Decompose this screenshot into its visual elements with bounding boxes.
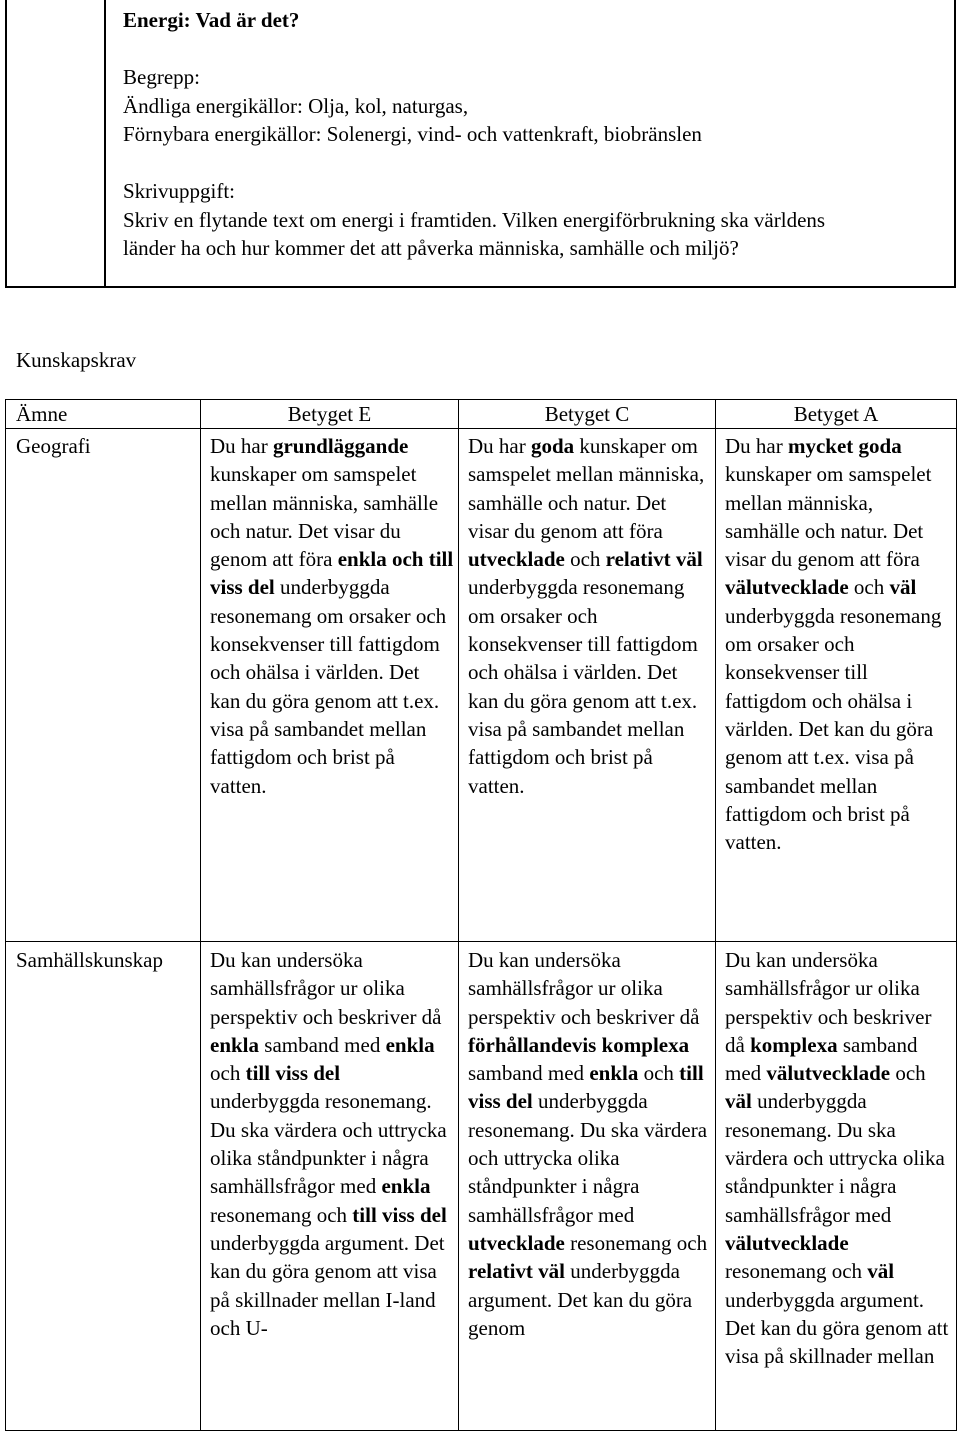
emphasis-text: enkla [385, 1032, 435, 1057]
assignment-content [123, 6, 953, 263]
geografi-grade-c [459, 429, 716, 942]
column-header-grade-a: Betyget A [716, 400, 957, 429]
criteria-text: kunskaper om samspelet mellan människa, samhälle och natur. Det visar du genom att föra [468, 434, 705, 543]
criteria-text: underbyggda resonemang. Du ska värdera och uttrycka olika ståndpunkter i några samhällsfrågor med [468, 1089, 708, 1227]
renewable-energy-sources: Förnybara energikällor: Solenergi, vind- och vattenkraft, biobränslen [123, 122, 702, 146]
task-text-line-2: länder ha och hur kommer det att påverka människa, samhälle och miljö? [123, 236, 739, 260]
subject-geografi: Geografi [6, 429, 201, 942]
criteria-text: Du har [725, 434, 788, 458]
emphasis-text: utvecklade [468, 547, 565, 572]
samhallskunskap-grade-a [716, 942, 957, 1431]
criteria-text: kunskaper om samspelet mellan människa, samhälle och natur. Det visar du genom att föra [725, 462, 932, 572]
criteria-text: Du har [210, 434, 273, 458]
criteria-text: underbyggda argument. Det kan du göra genom [468, 1259, 693, 1340]
emphasis-text: förhållandevis komplexa [468, 1032, 690, 1057]
emphasis-text: goda [530, 434, 575, 458]
emphasis-text: utvecklade [468, 1230, 565, 1255]
emphasis-text: relativt väl [605, 547, 703, 572]
criteria-text: resonemang och [725, 1259, 868, 1284]
criteria-text: och [638, 1061, 680, 1086]
assignment-box-divider [104, 0, 106, 286]
criteria-text: och [210, 1061, 246, 1086]
criteria-text: och [564, 547, 606, 572]
finite-energy-sources: Ändliga energikällor: Olja, kol, naturgas, [123, 93, 469, 118]
criteria-text: resonemang och [210, 1202, 353, 1227]
criteria-text: Du har [468, 434, 531, 458]
emphasis-text: enkla och till viss del [210, 547, 454, 600]
column-header-subject: Ämne [6, 400, 201, 429]
geografi-grade-e [201, 429, 459, 942]
emphasis-text: välutvecklade [725, 575, 849, 600]
emphasis-text: relativt väl [468, 1259, 566, 1284]
emphasis-text: mycket goda [787, 434, 902, 458]
criteria-text: underbyggda argument. Det kan du göra genom att visa på skillnader mellan [725, 1287, 949, 1369]
column-header-grade-e: Betyget E [201, 400, 459, 429]
emphasis-text: till viss del [468, 1061, 704, 1114]
emphasis-text: enkla [589, 1061, 639, 1086]
emphasis-text: grundläggande [272, 434, 409, 458]
criteria-text: samband med [725, 1032, 918, 1086]
criteria-text: samband med [259, 1032, 386, 1057]
criteria-text: underbyggda resonemang. Du ska värdera och uttrycka olika ståndpunkter i några samhällsfrågor med [210, 1089, 447, 1199]
criteria-text: samband med [468, 1061, 590, 1086]
criteria-text: och [848, 575, 890, 600]
emphasis-text: enkla [210, 1032, 260, 1057]
emphasis-text: till viss del [352, 1202, 447, 1227]
criteria-text: Du kan undersöka samhällsfrågor ur olika perspektiv och beskriver då [210, 948, 442, 1029]
requirements-table [5, 399, 957, 1431]
emphasis-text: välutvecklade [725, 1230, 849, 1255]
criteria-text: kunskaper om samspelet mellan människa, samhälle och natur. Det visar du genom att föra [210, 462, 439, 572]
samhallskunskap-grade-e [201, 942, 459, 1431]
task-text-line-1: Skriv en flytande text om energi i framtiden. Vilken energiförbrukning ska världens [123, 207, 826, 232]
criteria-text: underbyggda resonemang. Du ska värdera och uttrycka olika ståndpunkter i några samhällsfrågor med [725, 1089, 945, 1227]
criteria-text: underbyggda resonemang om orsaker och konsekvenser till fattigdom och ohälsa i världen. Det kan du göra genom att t.ex. visa på sambandet mellan fattigdom och brist på vatten. [210, 575, 447, 798]
criteria-text: Du kan undersöka samhällsfrågor ur olika perspektiv och beskriver då [468, 948, 700, 1029]
criteria-text: underbyggda argument. Det kan du göra genom att visa på skillnader mellan I-land och U- [210, 1230, 445, 1340]
table-row [6, 429, 957, 942]
emphasis-text: väl [867, 1259, 895, 1284]
emphasis-text: komplexa [750, 1032, 838, 1057]
assignment-box [5, 0, 956, 288]
assignment-title: Energi: Vad är det? [123, 8, 300, 32]
criteria-text: och [890, 1061, 926, 1086]
emphasis-text: till viss del [245, 1061, 341, 1086]
emphasis-text: välutvecklade [766, 1061, 891, 1086]
emphasis-text: väl [889, 575, 917, 600]
requirements-heading: Kunskapskrav [16, 348, 137, 372]
table-header-row [6, 400, 957, 429]
samhallskunskap-grade-c [459, 942, 716, 1431]
column-header-grade-c: Betyget C [459, 400, 716, 429]
criteria-text: underbyggda resonemang om orsaker och konsekvenser till fattigdom och ohälsa i världen. Det kan du göra genom att t.ex. visa på sambandet mellan fattigdom och brist på vatten. [468, 575, 698, 798]
criteria-text: Du kan undersöka samhällsfrågor ur olika perspektiv och beskriver då [725, 948, 932, 1057]
subject-samhallskunskap: Samhällskunskap [6, 942, 201, 1431]
criteria-text: resonemang och [564, 1230, 708, 1255]
emphasis-text: enkla [381, 1174, 431, 1199]
table-row [6, 942, 957, 1431]
geografi-grade-a [716, 429, 957, 942]
criteria-text: underbyggda resonemang om orsaker och konsekvenser till fattigdom och ohälsa i världen. Det kan du göra genom att t.ex. visa på sambandet mellan fattigdom och brist på vatten. [725, 603, 942, 855]
emphasis-text: väl [725, 1089, 752, 1114]
concepts-heading: Begrepp: [123, 65, 200, 89]
task-heading: Skrivuppgift: [123, 179, 236, 203]
